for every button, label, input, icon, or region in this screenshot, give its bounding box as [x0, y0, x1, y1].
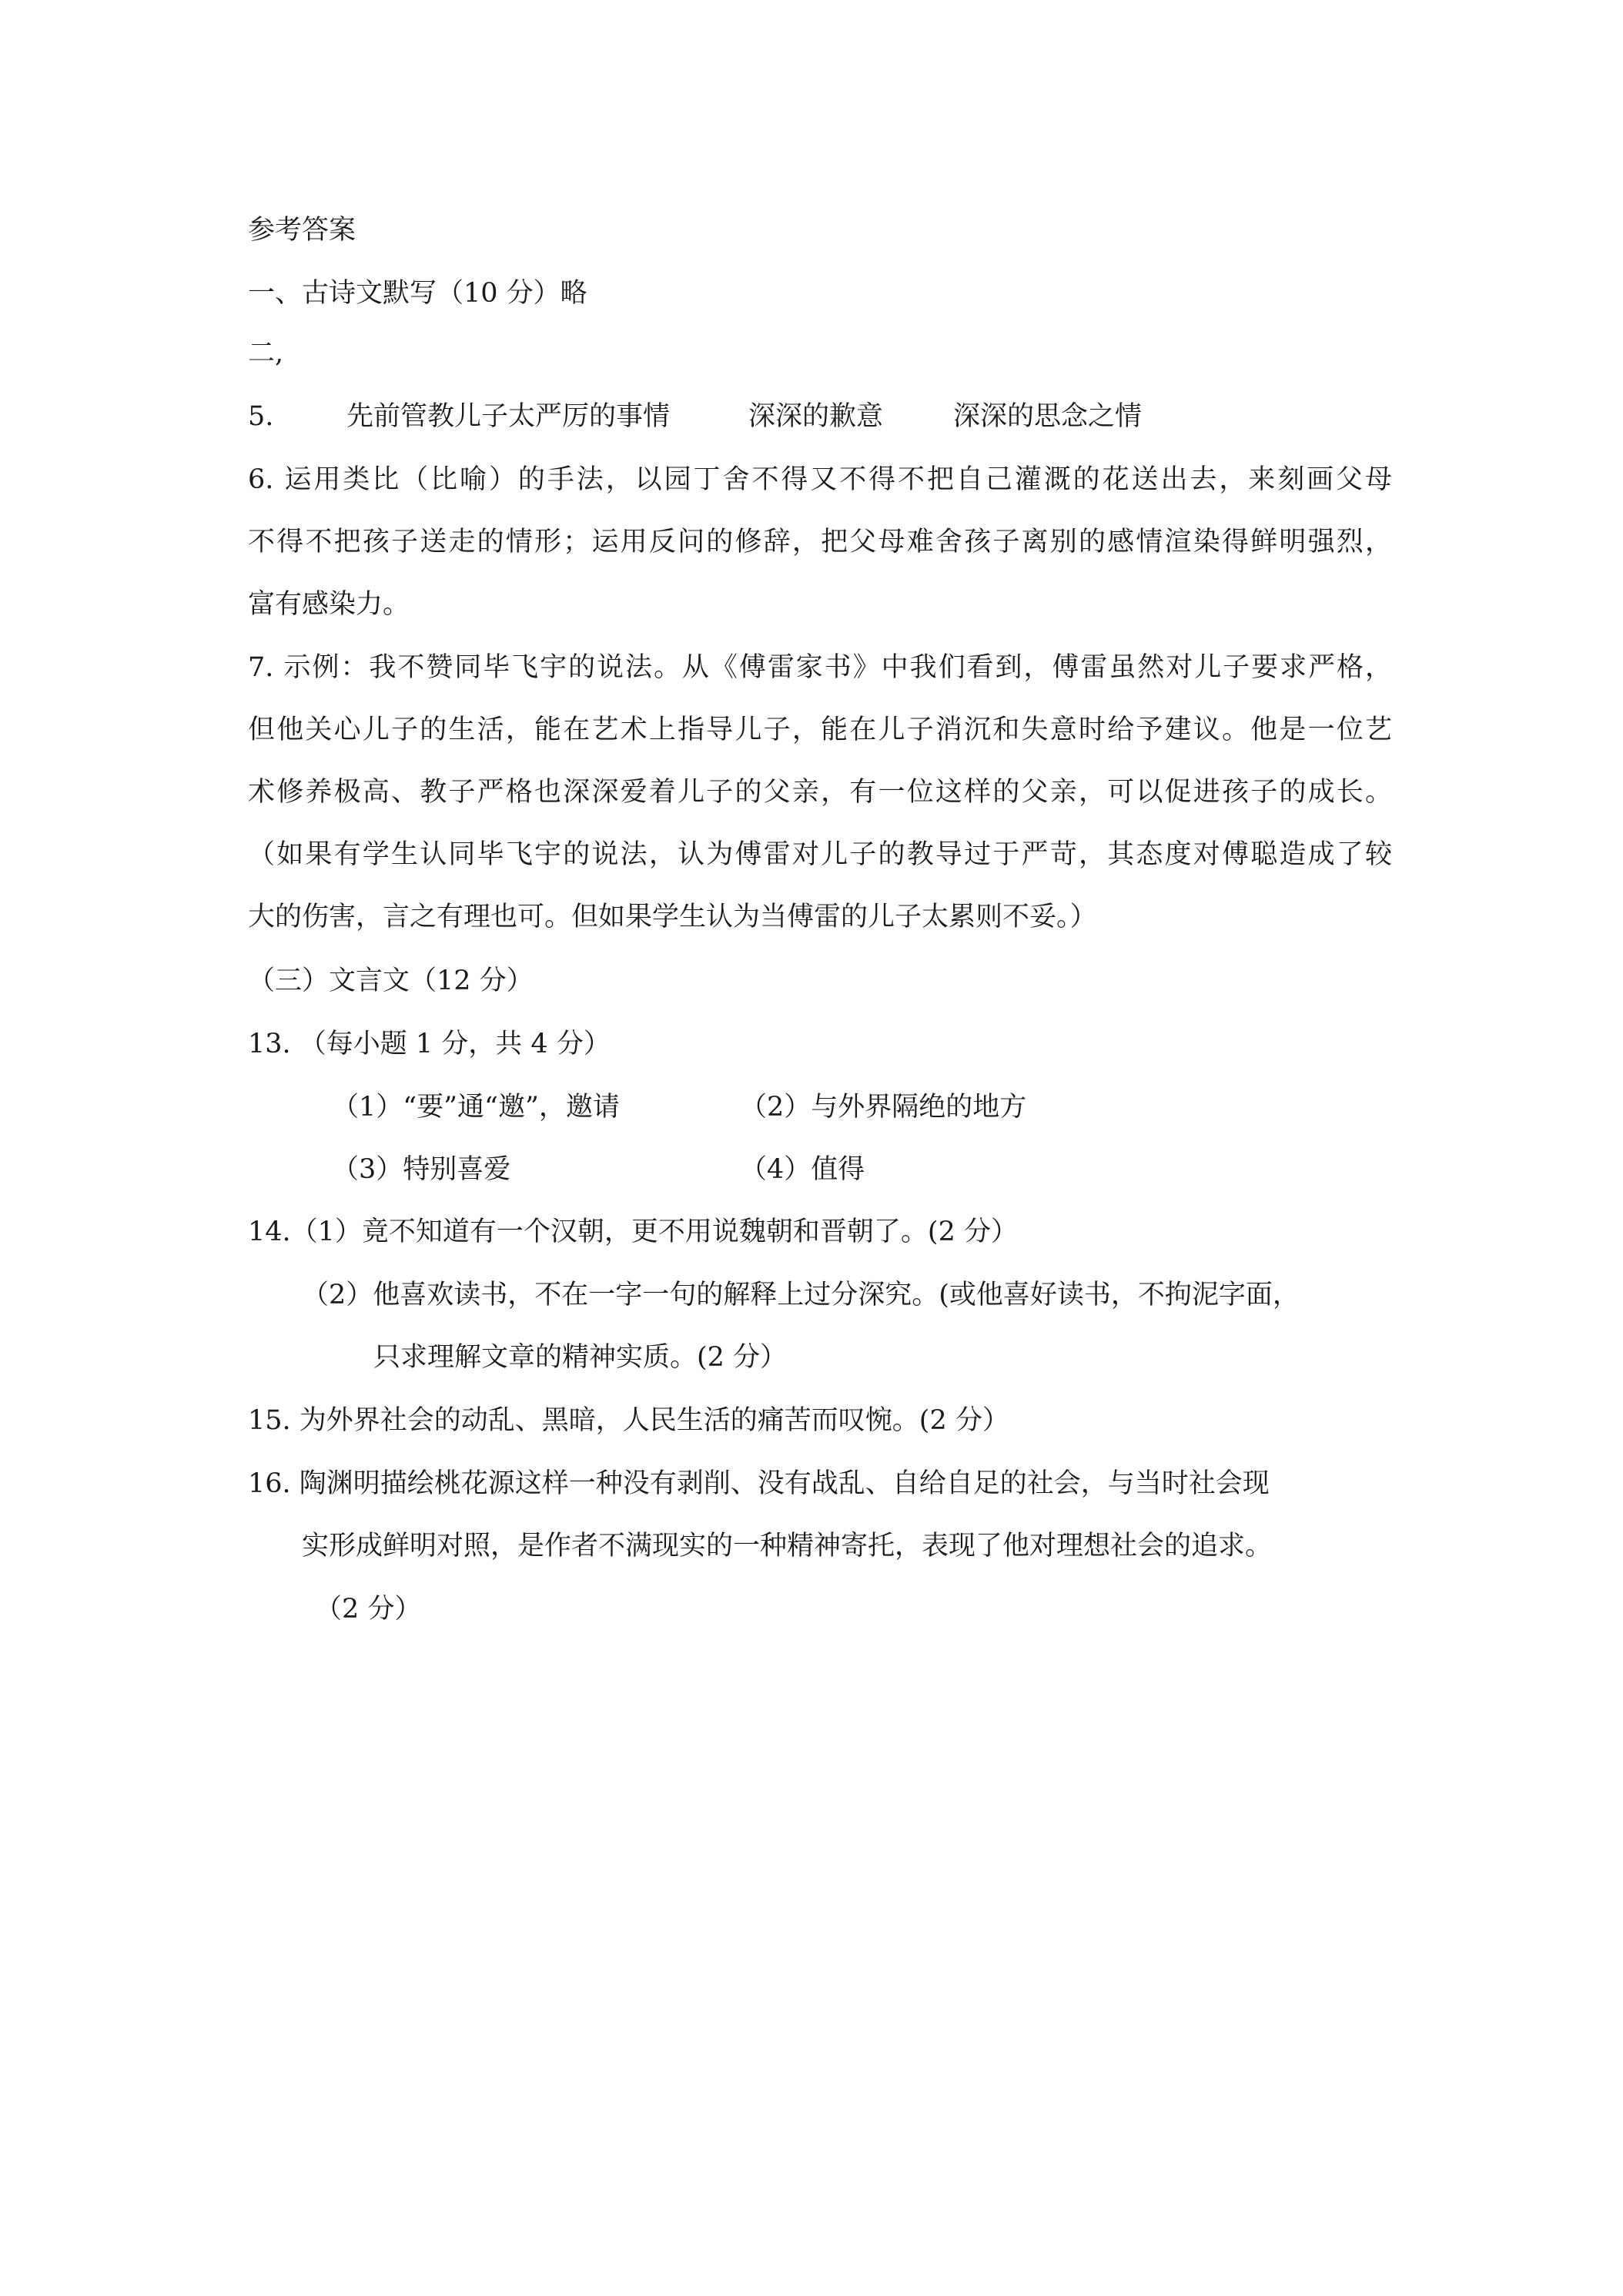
answer-16-line-2: 实形成鲜明对照，是作者不满现实的一种精神寄托，表现了他对理想社会的追求。 [302, 1531, 1273, 1561]
answer-13-item-2: （2）与外界隔绝的地方 [740, 1092, 1027, 1123]
section-1-heading: 一、古诗文默写（10 分）略 [248, 278, 587, 309]
answer-13-item-4: （4）值得 [740, 1154, 865, 1185]
section-3-heading: （三）文言文（12 分） [248, 966, 534, 996]
answer-5 [248, 400, 1142, 433]
answer-15: 15. 为外界社会的动乱、黑暗，人民生活的痛苦而叹惋。(2 分） [248, 1405, 1009, 1436]
answer-16-line-1: 16. 陶渊明描绘桃花源这样一种没有剥削、没有战乱、自给自足的社会，与当时社会现 [248, 1468, 1270, 1499]
answer-6-line-2: 不得不把孩子送走的情形；运用反问的修辞，把父母难舍孩子离别的感情渲染得鲜明强烈， [248, 527, 1392, 557]
answer-5-part-2: 深深的歉意 [748, 401, 884, 432]
answer-14-line-3: 只求理解文章的精神实质。(2 分） [373, 1342, 788, 1373]
answer-6-line-1: 6. 运用类比（比喻）的手法，以园丁舍不得又不得不把自己灌溉的花送出去，来刻画父母 [248, 464, 1392, 495]
answer-5-number: 5. [248, 401, 274, 432]
answer-5-part-1: 先前管教儿子太严厉的事情 [346, 401, 671, 432]
answer-6-line-3: 富有感染力。 [248, 589, 410, 620]
answer-13-item-1: （1）“要”通“邀”，邀请 [332, 1092, 620, 1123]
answer-14-line-1: 14.（1）竟不知道有一个汉朝，更不用说魏朝和晋朝了。(2 分） [248, 1217, 1018, 1247]
answer-7-line-4: （如果有学生认同毕飞宇的说法，认为傅雷对儿子的教导过于严苛，其态度对傅聪造成了较 [248, 839, 1392, 870]
answer-5-part-3: 深深的思念之情 [953, 401, 1143, 432]
answer-16-line-3: （2 分） [315, 1594, 422, 1625]
page-title: 参考答案 [248, 215, 356, 246]
answer-7-line-3: 术修养极高、教子严格也深深爱着儿子的父亲，有一位这样的父亲，可以促进孩子的成长。 [248, 777, 1392, 808]
answer-14-line-2: （2）他喜欢读书，不在一字一句的解释上过分深究。(或他喜好读书，不拘泥字面， [302, 1280, 1300, 1310]
section-2-heading: 二, [248, 338, 284, 369]
answer-13-heading: 13. （每小题 1 分，共 4 分） [248, 1029, 611, 1059]
answer-13-row-2 [332, 1153, 865, 1186]
answer-13-row-1 [332, 1090, 1026, 1124]
answer-7-line-5: 大的伤害，言之有理也可。但如果学生认为当傅雷的儿子太累则不妥。） [248, 902, 1097, 932]
answer-7-line-2: 但他关心儿子的生活，能在艺术上指导儿子，能在儿子消沉和失意时给予建议。他是一位艺 [248, 715, 1392, 745]
answer-13-item-3: （3）特别喜爱 [332, 1154, 511, 1185]
answer-7-line-1: 7. 示例：我不赞同毕飞宇的说法。从《傅雷家书》中我们看到，傅雷虽然对儿子要求严格， [248, 652, 1392, 683]
